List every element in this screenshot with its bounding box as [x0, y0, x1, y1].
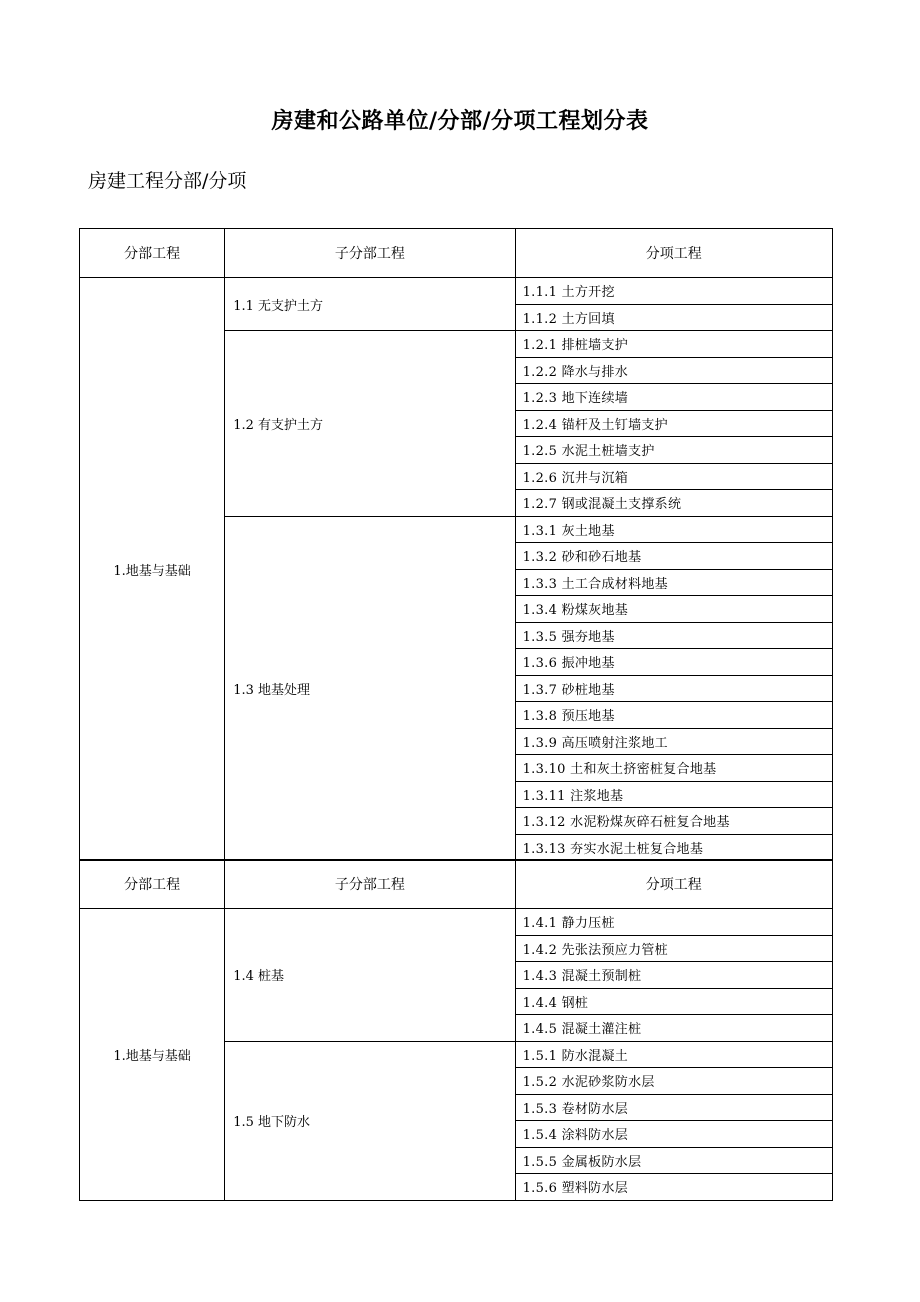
- item-cell: 1.2.3 地下连续墙: [515, 384, 832, 411]
- item-cell: 1.1.1 土方开挖: [515, 278, 832, 305]
- item-cell: 1.3.10 土和灰土挤密桩复合地基: [515, 755, 832, 782]
- item-cell: 1.5.4 涂料防水层: [515, 1121, 832, 1148]
- item-header: 分项工程: [515, 860, 832, 909]
- item-cell: 1.3.5 强夯地基: [515, 622, 832, 649]
- division-header: 分部工程: [80, 229, 225, 278]
- item-cell: 1.3.7 砂桩地基: [515, 675, 832, 702]
- item-header: 分项工程: [515, 229, 832, 278]
- item-cell: 1.4.5 混凝土灌注桩: [515, 1015, 832, 1042]
- page-title: 房建和公路单位/分部/分项工程划分表: [271, 109, 649, 134]
- item-cell: 1.3.8 预压地基: [515, 702, 832, 729]
- table-row: [80, 278, 833, 305]
- item-cell: 1.2.4 锚杆及土钉墙支护: [515, 410, 832, 437]
- section-subtitle: 房建工程分部/分项: [88, 170, 247, 192]
- division-cell: 1.地基与基础: [80, 909, 225, 1201]
- item-cell: 1.3.12 水泥粉煤灰碎石桩复合地基: [515, 808, 832, 835]
- table-header-row: [80, 860, 833, 909]
- item-cell: 1.5.2 水泥砂浆防水层: [515, 1068, 832, 1095]
- item-cell: 1.3.13 夯实水泥土桩复合地基: [515, 834, 832, 861]
- item-cell: 1.3.4 粉煤灰地基: [515, 596, 832, 623]
- item-cell: 1.5.5 金属板防水层: [515, 1147, 832, 1174]
- table-row: [80, 909, 833, 936]
- division-table-2: [79, 859, 833, 1201]
- subdivision-header: 子分部工程: [225, 229, 515, 278]
- item-cell: 1.4.4 钢桩: [515, 988, 832, 1015]
- item-cell: 1.4.3 混凝土预制桩: [515, 962, 832, 989]
- division-header: 分部工程: [80, 860, 225, 909]
- division-cell: 1.地基与基础: [80, 278, 225, 861]
- subdivision-cell: 1.1 无支护土方: [225, 278, 515, 331]
- item-cell: 1.2.6 沉井与沉箱: [515, 463, 832, 490]
- item-cell: 1.2.7 钢或混凝土支撑系统: [515, 490, 832, 517]
- subdivision-cell: 1.4 桩基: [225, 909, 515, 1042]
- division-table-1: [79, 228, 833, 861]
- subdivision-cell: 1.2 有支护土方: [225, 331, 515, 517]
- item-cell: 1.3.2 砂和砂石地基: [515, 543, 832, 570]
- item-cell: 1.3.11 注浆地基: [515, 781, 832, 808]
- item-cell: 1.4.2 先张法预应力管桩: [515, 935, 832, 962]
- item-cell: 1.2.5 水泥土桩墙支护: [515, 437, 832, 464]
- item-cell: 1.4.1 静力压桩: [515, 909, 832, 936]
- subdivision-cell: 1.5 地下防水: [225, 1041, 515, 1200]
- item-cell: 1.3.6 振冲地基: [515, 649, 832, 676]
- subdivision-cell: 1.3 地基处理: [225, 516, 515, 861]
- item-cell: 1.5.1 防水混凝土: [515, 1041, 832, 1068]
- table-header-row: [80, 229, 833, 278]
- item-cell: 1.2.2 降水与排水: [515, 357, 832, 384]
- item-cell: 1.3.1 灰土地基: [515, 516, 832, 543]
- subdivision-header: 子分部工程: [225, 860, 515, 909]
- item-cell: 1.2.1 排桩墙支护: [515, 331, 832, 358]
- item-cell: 1.1.2 土方回填: [515, 304, 832, 331]
- item-cell: 1.3.3 土工合成材料地基: [515, 569, 832, 596]
- item-cell: 1.5.3 卷材防水层: [515, 1094, 832, 1121]
- item-cell: 1.5.6 塑料防水层: [515, 1174, 832, 1201]
- item-cell: 1.3.9 高压喷射注浆地工: [515, 728, 832, 755]
